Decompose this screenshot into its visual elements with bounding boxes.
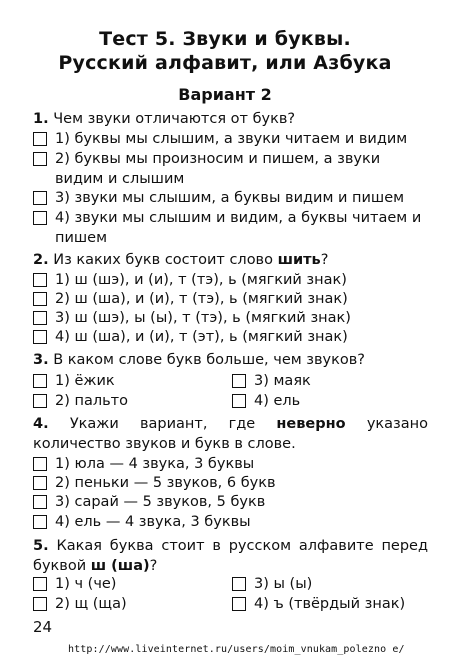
emphasis-word: неверно — [276, 416, 346, 432]
option-label: 4) ель — 4 звука, 3 буквы — [55, 514, 251, 530]
question-text: Чем звуки отличаются от букв? — [53, 111, 296, 127]
checkbox[interactable] — [33, 292, 47, 306]
checkbox[interactable] — [33, 273, 47, 287]
page-number: 24 — [33, 618, 53, 636]
option-label: 1) юла — 4 звука, 3 буквы — [55, 456, 255, 472]
question-number: 1. — [33, 111, 49, 127]
option-label: 1) ёжик — [55, 373, 115, 389]
option-label: 4) ель — [254, 393, 301, 409]
option-label: 3) маяк — [254, 373, 311, 389]
checkbox[interactable] — [33, 577, 47, 591]
question-number: 4. — [33, 416, 49, 432]
checkbox[interactable] — [232, 597, 246, 611]
question-number: 5. — [33, 538, 49, 554]
option-label: 2) пальто — [55, 393, 128, 409]
question-number: 2. — [33, 252, 49, 268]
target-letter: ш (ша) — [90, 558, 150, 574]
variant-label: Вариант 2 — [178, 85, 272, 104]
option-label: 3) сарай — 5 звуков, 5 букв — [55, 494, 266, 510]
question-text: Какая буква стоит в русском алфавите перед буквой — [33, 538, 428, 574]
question-5 — [33, 536, 428, 576]
option-label: 4) ъ (твёрдый знак) — [254, 596, 406, 612]
question-4 — [33, 414, 428, 454]
checkbox[interactable] — [33, 515, 47, 529]
question-text-end: указано количество звуков и букв в слове. — [33, 416, 429, 452]
option-label: 1) ш (шэ), и (и), т (тэ), ь (мягкий знак) — [55, 272, 347, 288]
option-label: 4) ш (ша), и (и), т (эт), ь (мягкий знак) — [55, 329, 348, 345]
option-label: 3) звуки мы слышим, а буквы видим и пишем — [55, 190, 405, 206]
checkbox[interactable] — [33, 495, 47, 509]
option-label: 4) звуки мы слышим и видим, а буквы читаем и пишем — [55, 210, 422, 246]
checkbox[interactable] — [33, 394, 47, 408]
checkbox[interactable] — [33, 191, 47, 205]
checkbox[interactable] — [33, 330, 47, 344]
checkbox[interactable] — [232, 577, 246, 591]
question-text: В каком слове букв больше, чем звуков? — [53, 352, 365, 368]
question-2 — [33, 250, 428, 270]
source-url[interactable]: http://www.liveinternet.ru/users/moim_vnukam_polezno e/ — [68, 644, 405, 655]
question-text: Из каких букв состоит слово — [53, 252, 278, 268]
title-line-1: Тест 5. Звуки и буквы. — [99, 28, 351, 50]
option-label: 1) буквы мы слышим, а звуки читаем и видим — [55, 131, 408, 147]
option-label: 2) пеньки — 5 звуков, 6 букв — [55, 475, 276, 491]
option-label: 2) ш (ша), и (и), т (тэ), ь (мягкий знак) — [55, 291, 348, 307]
question-text-end: ? — [149, 558, 158, 574]
checkbox[interactable] — [33, 132, 47, 146]
option-label: 2) щ (ща) — [55, 596, 127, 612]
checkbox[interactable] — [33, 152, 47, 166]
checkbox[interactable] — [33, 374, 47, 388]
checkbox[interactable] — [33, 311, 47, 325]
option-label: 2) буквы мы произносим и пишем, а звуки видим и слышим — [55, 151, 381, 187]
checkbox[interactable] — [33, 457, 47, 471]
question-number: 3. — [33, 352, 49, 368]
title-line-2: Русский алфавит, или Азбука — [58, 52, 392, 74]
question-3 — [33, 350, 428, 370]
option-label: 3) ш (шэ), ы (ы), т (тэ), ь (мягкий знак) — [55, 310, 351, 326]
question-text-end: ? — [320, 252, 329, 268]
target-word: шить — [277, 252, 321, 268]
question-text: Укажи вариант, где — [69, 416, 277, 432]
question-1 — [33, 109, 428, 129]
option-label: 3) ы (ы) — [254, 576, 313, 592]
checkbox[interactable] — [232, 394, 246, 408]
checkbox[interactable] — [33, 597, 47, 611]
checkbox[interactable] — [232, 374, 246, 388]
checkbox[interactable] — [33, 476, 47, 490]
checkbox[interactable] — [33, 211, 47, 225]
option-label: 1) ч (че) — [55, 576, 117, 592]
